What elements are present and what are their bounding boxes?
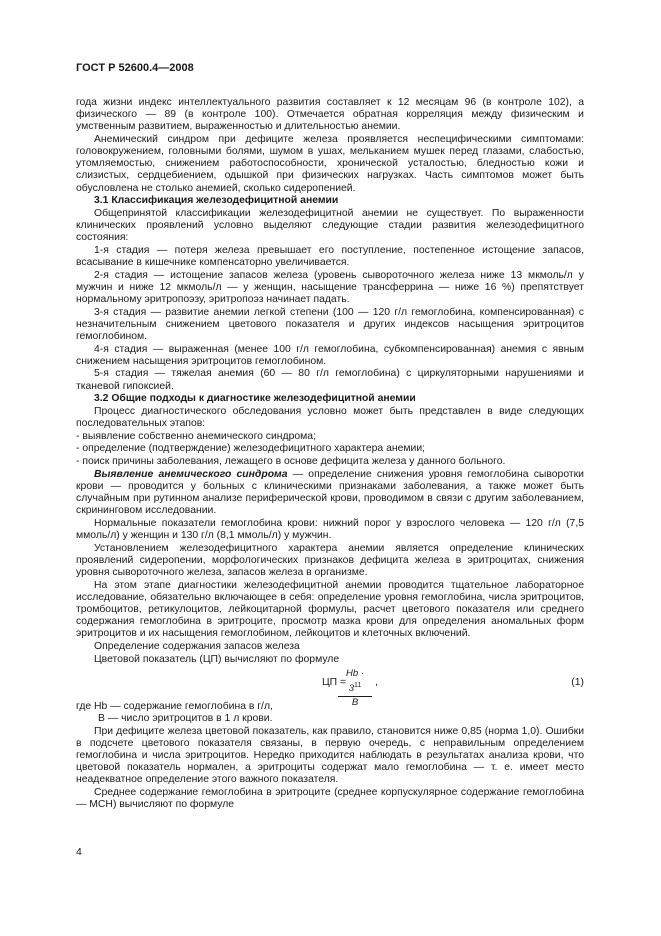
stage-1: 1-я стадия — потеря железа превышает его поступление, постепенное истощение запасов, всасывание в кишечнике компенсаторно увеличивается. [76, 244, 584, 269]
formula-exponent: 11 [354, 681, 362, 689]
stage-3: 3-я стадия — развитие анемии легкой степени (100 — 120 г/л гемоглобина, компенсированная) с незначительным снижением цветового показателя и других индексов насыщения эритроцитов гемоглобином. [76, 306, 584, 342]
stage-4: 4-я стадия — выраженная (менее 100 г/л гемоглобина, субкомпенсированная) анемия с явным снижением насыщения эритроцитов гемоглобином. [76, 343, 584, 367]
document-header: ГОСТ Р 52600.4—2008 [76, 62, 194, 74]
list-item: - выявление собственно анемического синдрома; [76, 430, 316, 442]
paragraph: Процесс диагностического обследования условно может быть представлен в виде следующих последовательных этапов: [76, 405, 584, 430]
paragraph: При дефиците железа цветовой показатель, как правило, становится ниже 0,85 (норма 1,0). Ошибки в подсчете цветового показателя связаны, в первую очередь, с неправильным определением гемоглобина и числа эритроцитов. Нередко приходится наблюдать в результатах анализа крови, что цветовой показатель нормален, а эритроциты содержат мало гемоглобина — т. е. имеет место неадекватное определение этого важного показателя. [76, 725, 584, 786]
paragraph: Цветовой показатель (ЦП) вычисляют по формуле [94, 653, 340, 665]
paragraph: Определение содержания запасов железа [94, 640, 300, 652]
definition-b: B — число эритроцитов в 1 л крови. [98, 712, 273, 724]
stage-2: 2-я стадия — истощение запасов железа (уровень сывороточного железа ниже 13 мкмоль/л у мужчин и ниже 12 мкмоль/л — у женщин, насыщение трансферрина — ниже 16 %) препятствует нормальному эритропоэзу, эритропоэз начинает падать. [76, 269, 584, 305]
paragraph: Анемический синдром при дефиците железа проявляется неспецифическими симптомами: головокружением, головными болями, шумом в ушах, мельканием мушек перед глазами, слабостью, утомляемостью, снижением работоспособности, хронической усталостью, бледностью кожи и слизистых, сердцебиением, одышкой при физических нагрузках. Часть симптомов может быть обусловлена не столько анемией, сколько сидеропенией. [76, 133, 584, 194]
list-item: - определение (подтверждение) железодефицитного характера анемии; [76, 443, 426, 455]
definition-hb: где Hb — содержание гемоглобина в г/л, [76, 700, 273, 712]
page-number: 4 [76, 847, 82, 858]
paragraph: Общепринятой классификации железодефицитной анемии не существует. По выраженности клинических проявлений условно выделяют следующие стадии развития железодефицитного состояния: [76, 207, 584, 244]
formula-denominator: B [351, 697, 359, 708]
paragraph: Нормальные показатели гемоглобина крови: нижний порог у взрослого человека — 120 г/л (7,5 ммоль/л) у женщин и 130 г/л (8,1 ммоль/л) у мужчин. [76, 517, 584, 541]
emphasis-term: Выявление анемического синдрома [94, 468, 288, 480]
paragraph-text: — определение снижения уровня гемоглобина сыворотки крови — проводится у больных с клиническими признаками заболевания, а также может быть случайным при рутинном анализе периферической крови, проводимом в связи с другим заболеванием, скрининговом исследовании. [76, 468, 584, 517]
formula-lhs: ЦП = [322, 676, 347, 688]
paragraph: года жизни индекс интеллектуального развития составляет к 12 месяцам 96 (в контроле 102), а физического — 89 (в контроле 100). Отмечается обратная корреляция между физическим и умственным развитием, выраженностью и длительностью анемии. [76, 97, 584, 133]
list-item: - поиск причины заболевания, лежащего в основе дефицита железа у данного больного. [76, 456, 506, 468]
formula-comma: , [375, 676, 378, 688]
stage-5: 5-я стадия — тяжелая анемия (60 — 80 г/л гемоглобина) с циркуляторными нарушениями и тканевой гипоксией. [76, 368, 584, 392]
section-heading-3-1: 3.1 Классификация железодефицитной анемии [94, 195, 339, 207]
equation-number: (1) [571, 676, 584, 688]
document-body [76, 97, 584, 812]
section-heading-3-2: 3.2 Общие подходы к диагностике железодефицитной анемии [94, 393, 416, 405]
paragraph: Установлением железодефицитного характера анемии является определение клинических проявлений сидеропении, морфологических признаков дефицита железа в эритроцитах, снижения уровня сывороточного железа, запасов железа в организме. [76, 542, 584, 578]
formula-numerator: $Hb \cdot 3^{11}$ [338, 668, 372, 697]
formula-fraction [338, 668, 372, 709]
paragraph: Среднее содержание гемоглобина в эритроците (среднее корпускулярное содержание гемоглобина — МСН) вычисляют по формуле [76, 786, 584, 810]
paragraph: На этом этапе диагностики железодефицитной анемии проводится тщательное лабораторное исследование, обязательно включающее в себя: определение уровня гемоглобина, числа эритроцитов, тромбоцитов, ретикулоцитов, лейкоцитарной формулы, расчет цветового показателя или среднего содержания гемоглобина в эритроците, просмотр мазка крови для определения аномальных форм эритроцитов и их насыщения гемоглобином, лейкоцитов и клеточных включений. [76, 579, 584, 640]
paragraph [76, 469, 584, 518]
